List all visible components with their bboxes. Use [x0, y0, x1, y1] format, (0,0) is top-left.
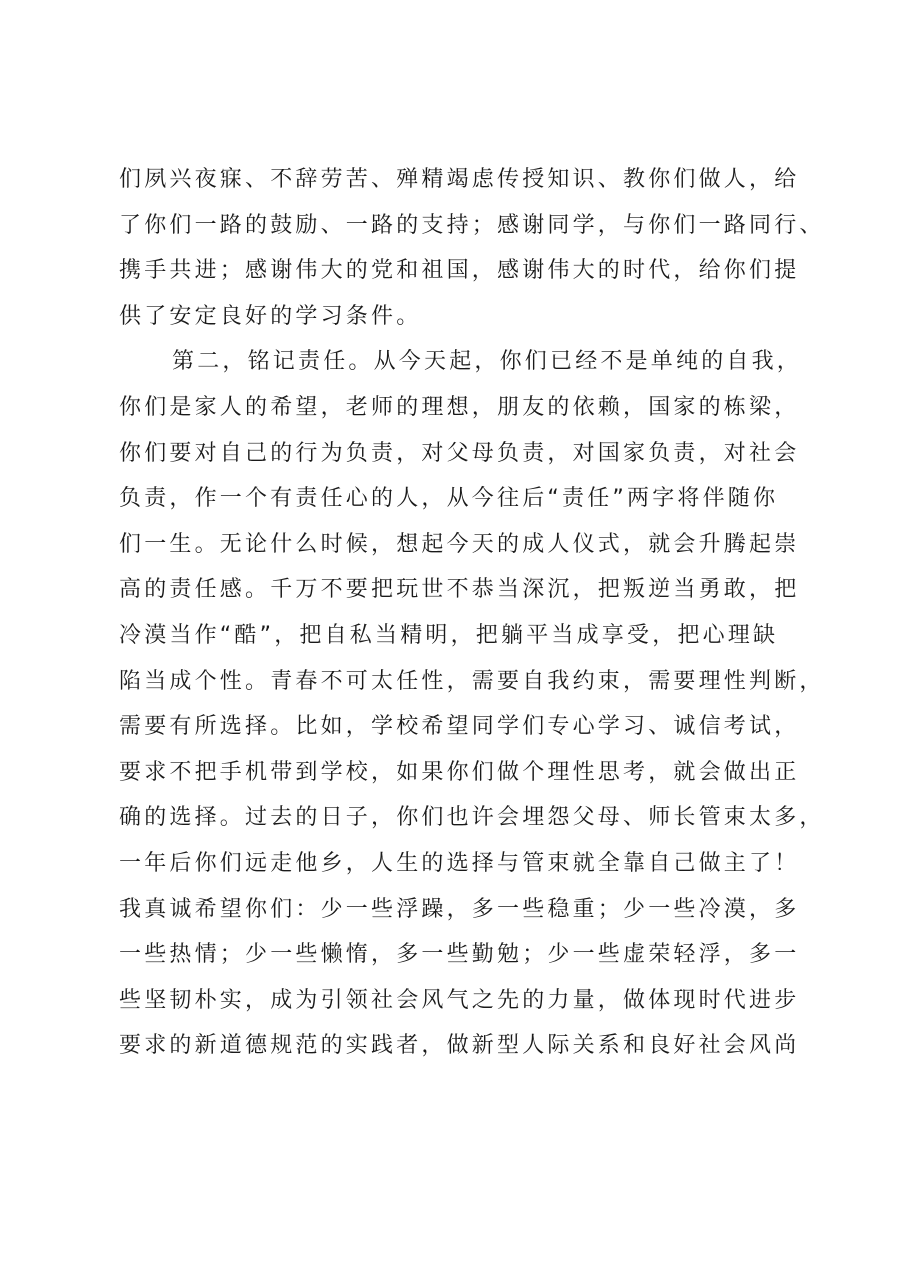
paragraph-first-line: 第二，铭记责任。从今天起，你们已经不是单纯的自我，: [172, 349, 803, 375]
text-line: 了你们一路的鼓励、一路的支持；感谢同学，与你们一路同行、: [119, 212, 825, 238]
text-line: 我真诚希望你们：少一些浮躁，多一些稳重；少一些冷漠，多: [119, 896, 800, 922]
text-line: 负责，作一个有责任心的人，从今往后“责任”两字将伴随你: [119, 486, 779, 512]
text-line: 陷当成个性。青春不可太任性，需要自我约束，需要理性判断，: [119, 668, 825, 694]
text-line: 需要有所选择。比如，学校希望同学们专心学习、诚信考试，: [119, 714, 800, 740]
text-line: 携手共进；感谢伟大的党和祖国，感谢伟大的时代，给你们提: [119, 258, 800, 284]
text-line: 你们是家人的希望，老师的理想，朋友的依赖，国家的栋梁，: [119, 394, 800, 420]
text-line: 要求的新道德规范的实践者，做新型人际关系和良好社会风尚: [119, 1033, 800, 1059]
text-line: 高的责任感。千万不要把玩世不恭当深沉，把叛逆当勇敢，把: [119, 577, 800, 603]
text-line: 要求不把手机带到学校，如果你们做个理性思考，就会做出正: [119, 759, 800, 785]
text-line: 你们要对自己的行为负责，对父母负责，对国家负责，对社会: [119, 440, 800, 466]
text-line: 些坚韧朴实，成为引领社会风气之先的力量，做体现时代进步: [119, 987, 800, 1013]
text-line: 们一生。无论什么时候，想起今天的成人仪式，就会升腾起崇: [119, 531, 800, 557]
text-line: 一年后你们远走他乡，人生的选择与管束就全靠自己做主了！: [119, 850, 800, 876]
text-line: 供了安定良好的学习条件。: [119, 303, 422, 329]
text-line: 一些热情；少一些懒惰，多一些勤勉；少一些虚荣轻浮，多一: [119, 942, 800, 968]
body-text: [119, 157, 825, 1069]
text-line: 们夙兴夜寐、不辞劳苦、殚精竭虑传授知识、教你们做人，给: [119, 167, 800, 192]
text-line: 冷漠当作“酷”，把自私当精明，把躺平当成享受，把心理缺: [119, 622, 779, 648]
text-line: 确的选择。过去的日子，你们也许会埋怨父母、师长管束太多，: [119, 805, 825, 831]
